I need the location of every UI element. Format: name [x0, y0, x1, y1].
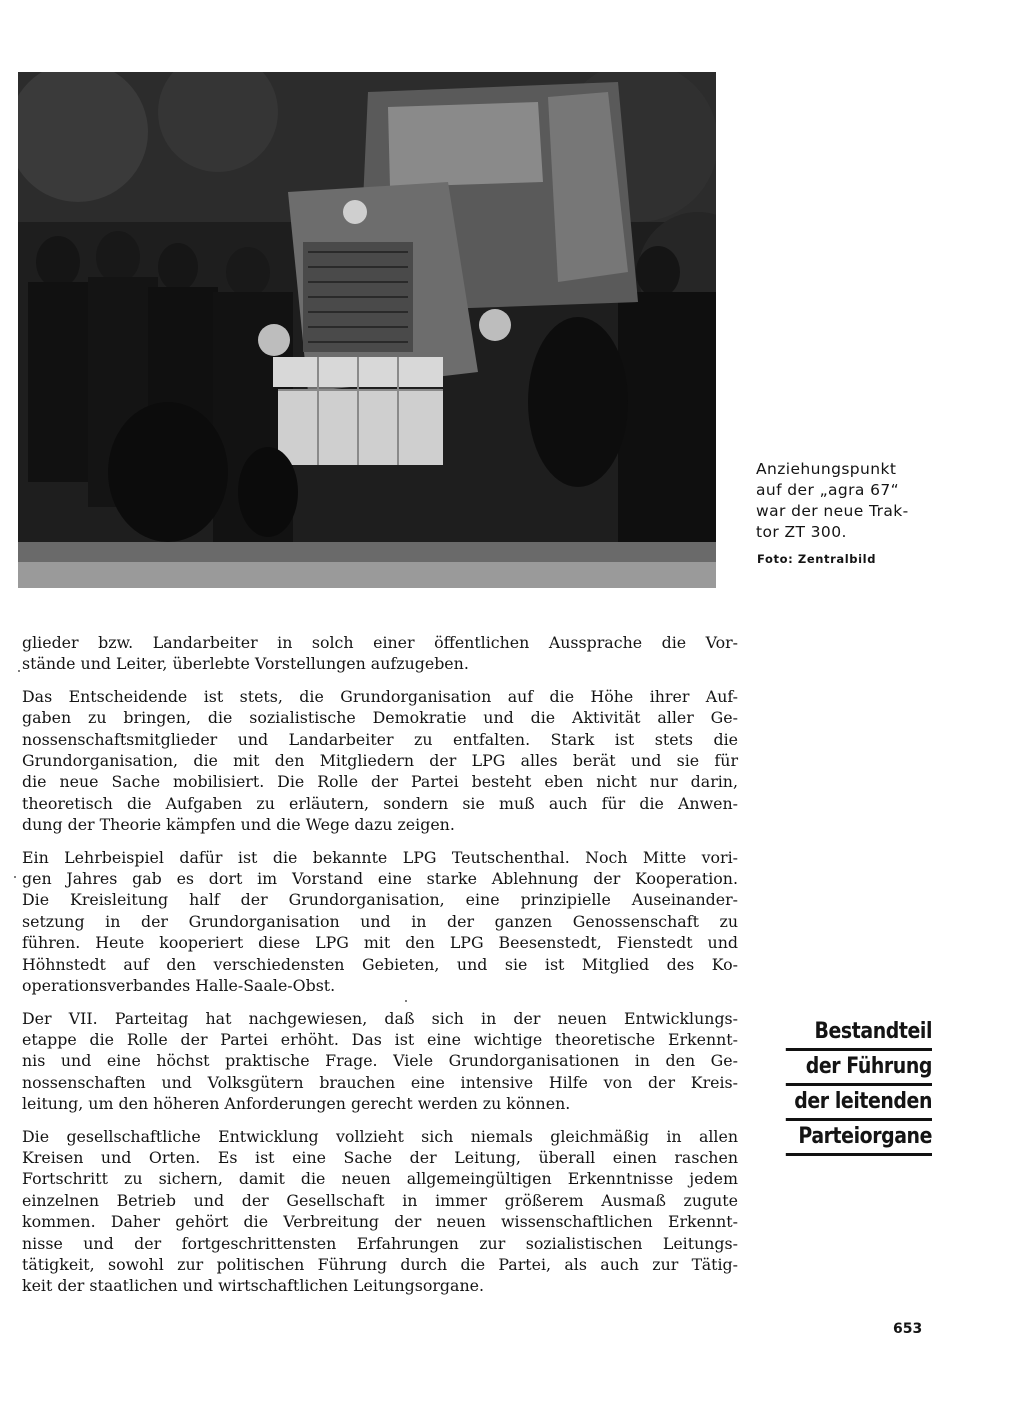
text-line: operationsverbandes Halle-Saale-Obst. — [22, 976, 336, 996]
print-speck — [14, 876, 16, 878]
text-line: etappe die Rolle der Partei erhöht. Das ist eine wichtige theoretische Erkennt- — [22, 1029, 738, 1049]
text-line: die neue Sache mobilisiert. Die Rolle der Partei besteht eben nicht nur darin, — [22, 772, 738, 792]
sidebar-heading-line: Parteiorgane — [786, 1121, 932, 1156]
text-line: gaben zu bringen, die sozialistische Demokratie und die Aktivität aller Ge- — [22, 708, 738, 728]
text-line: Höhnstedt auf den verschiedensten Gebieten, und sie ist Mitglied des Ko- — [22, 954, 738, 974]
text-line: nis und eine höchst praktische Frage. Viele Grundorganisationen in den Ge- — [22, 1051, 738, 1071]
text-line: gen Jahres gab es dort im Vorstand eine starke Ablehnung der Kooperation. — [22, 869, 738, 889]
page-number: 653 — [893, 1321, 923, 1337]
print-speck — [405, 1000, 407, 1002]
text-line: Kreisen und Orten. Es ist eine Sache der Leitung, überall einen raschen — [22, 1147, 738, 1167]
paragraph — [22, 847, 738, 997]
sidebar-heading-line: Bestandteil — [786, 1016, 932, 1051]
tractor-photo — [18, 72, 716, 588]
caption-line: auf der „agra 67“ — [756, 481, 900, 499]
text-line: stände und Leiter, überlebte Vorstellungen aufzugeben. — [22, 654, 469, 674]
text-line: Fortschritt zu sichern, damit die neuen allgemeingültigen Erkenntnisse jedem — [22, 1169, 738, 1189]
paragraph — [22, 632, 738, 675]
text-line: dung der Theorie kämpfen und die Wege dazu zeigen. — [22, 815, 455, 835]
caption-line: war der neue Trak- — [756, 502, 909, 520]
print-speck — [18, 670, 20, 672]
caption-line: tor ZT 300. — [756, 523, 847, 541]
text-line: setzung in der Grundorganisation und in der ganzen Genossenschaft zu — [22, 911, 738, 931]
sidebar-heading-line: der Führung — [786, 1051, 932, 1086]
text-line: Der VII. Parteitag hat nachgewiesen, daß sich in der neuen Entwicklungs- — [22, 1008, 738, 1028]
caption-line: Anziehungspunkt — [756, 460, 897, 478]
photo-caption — [756, 459, 936, 543]
text-line: Die Kreisleitung half der Grundorganisation, eine prinzipielle Auseinander- — [22, 890, 738, 910]
sidebar-heading-text — [786, 1016, 932, 1156]
text-line: Die gesellschaftliche Entwicklung vollzieht sich niemals gleichmäßig in allen — [22, 1126, 738, 1146]
text-line: keit der staatlichen und wirtschaftlichen Leitungsorgane. — [22, 1276, 484, 1296]
text-line: leitung, um den höheren Anforderungen gerecht werden zu können. — [22, 1094, 571, 1114]
text-line: glieder bzw. Landarbeiter in solch einer öffentlichen Aussprache die Vor- — [22, 633, 738, 652]
text-line: nossenschaftsmitglieder und Landarbeiter zu entfalten. Stark ist stets die — [22, 729, 738, 749]
text-line: führen. Heute kooperiert diese LPG mit den LPG Beesenstedt, Fienstedt und — [22, 933, 738, 953]
sidebar-heading-line: der leitenden — [786, 1086, 932, 1121]
text-line: Ein Lehrbeispiel dafür ist die bekannte LPG Teutschenthal. Noch Mitte vori- — [22, 847, 738, 867]
paragraph — [22, 1008, 738, 1115]
text-line: kommen. Daher gehört die Verbreitung der neuen wissenschaftlichen Erkennt- — [22, 1212, 738, 1232]
text-line: theoretisch die Aufgaben zu erläutern, sondern sie muß auch für die Anwen- — [22, 793, 738, 813]
article-body — [22, 632, 738, 1308]
paragraph — [22, 1126, 738, 1297]
text-line: einzelnen Betrieb und der Gesellschaft in immer größerem Ausmaß zugute — [22, 1190, 738, 1210]
text-line: Das Entscheidende ist stets, die Grundorganisation auf die Höhe ihrer Auf- — [22, 686, 738, 706]
text-line: nossenschaften und Volksgütern brauchen eine intensive Hilfe von der Kreis- — [22, 1072, 738, 1092]
text-line: tätigkeit, sowohl zur politischen Führung durch die Partei, als auch zur Tätig- — [22, 1254, 738, 1274]
photo-credit: Foto: Zentralbild — [757, 552, 877, 566]
text-line: nisse und der fortgeschrittensten Erfahrungen zur sozialistischen Leitungs- — [22, 1233, 738, 1253]
text-line: Grundorganisation, die mit den Mitgliedern der LPG alles berät und sie für — [22, 751, 738, 771]
paragraph — [22, 686, 738, 836]
sidebar-heading — [762, 1016, 932, 1156]
